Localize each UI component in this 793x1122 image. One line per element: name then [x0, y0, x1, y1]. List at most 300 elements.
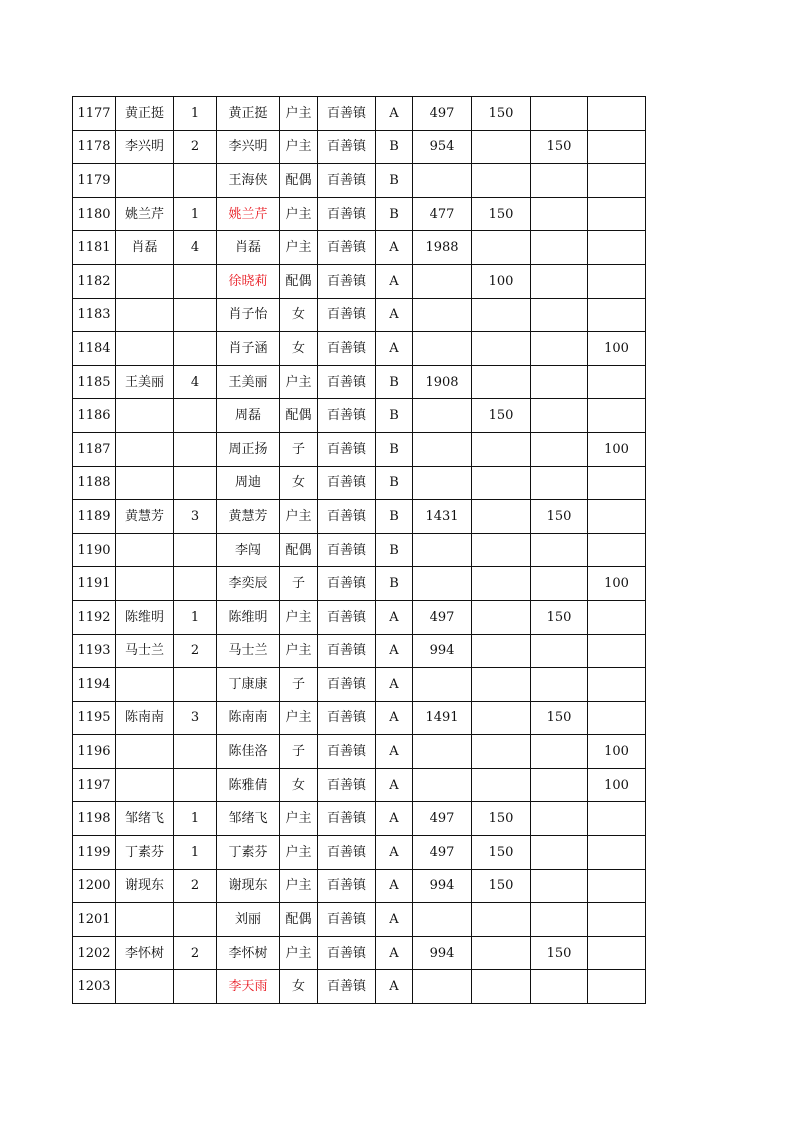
town-cell: 百善镇	[318, 432, 376, 466]
town-cell: 百善镇	[318, 735, 376, 769]
subsidy-col-1-cell	[472, 936, 531, 970]
relation-cell: 女	[280, 768, 318, 802]
member-name-cell: 邹绪飞	[217, 802, 280, 836]
household-size-cell: 1	[174, 97, 217, 131]
amount-cell	[413, 903, 472, 937]
subsidy-col-3-cell	[588, 970, 646, 1004]
row-number-cell: 1179	[73, 164, 116, 198]
household-head-cell: 陈南南	[116, 701, 174, 735]
relation-cell: 配偶	[280, 264, 318, 298]
table-row	[73, 936, 646, 970]
subsidy-col-1-cell	[472, 130, 531, 164]
town-cell: 百善镇	[318, 231, 376, 265]
row-number-cell: 1188	[73, 466, 116, 500]
category-cell: A	[376, 903, 413, 937]
subsidy-col-1-cell	[472, 164, 531, 198]
category-cell: A	[376, 802, 413, 836]
subsidy-col-2-cell: 150	[531, 600, 588, 634]
subsidy-col-3-cell	[588, 802, 646, 836]
household-size-cell	[174, 567, 217, 601]
table-row	[73, 197, 646, 231]
subsidy-col-1-cell	[472, 970, 531, 1004]
row-number-cell: 1195	[73, 701, 116, 735]
relation-cell: 户主	[280, 231, 318, 265]
town-cell: 百善镇	[318, 634, 376, 668]
category-cell: A	[376, 332, 413, 366]
category-cell: A	[376, 600, 413, 634]
amount-cell	[413, 432, 472, 466]
table-row	[73, 399, 646, 433]
member-name-cell: 黄正挺	[217, 97, 280, 131]
relation-cell: 女	[280, 466, 318, 500]
category-cell: A	[376, 298, 413, 332]
subsidy-col-3-cell	[588, 130, 646, 164]
subsidy-col-3-cell	[588, 836, 646, 870]
relation-cell: 户主	[280, 130, 318, 164]
town-cell: 百善镇	[318, 600, 376, 634]
town-cell: 百善镇	[318, 903, 376, 937]
subsidy-col-2-cell: 150	[531, 130, 588, 164]
member-name-cell: 李天雨	[217, 970, 280, 1004]
subsidy-col-2-cell	[531, 298, 588, 332]
subsidy-col-3-cell	[588, 365, 646, 399]
subsidy-col-3-cell	[588, 634, 646, 668]
category-cell: B	[376, 533, 413, 567]
amount-cell: 497	[413, 600, 472, 634]
town-cell: 百善镇	[318, 130, 376, 164]
category-cell: B	[376, 567, 413, 601]
subsidy-col-1-cell	[472, 600, 531, 634]
subsidy-col-3-cell	[588, 903, 646, 937]
town-cell: 百善镇	[318, 298, 376, 332]
member-name-cell: 王美丽	[217, 365, 280, 399]
table-row	[73, 903, 646, 937]
amount-cell: 477	[413, 197, 472, 231]
table-body	[73, 97, 646, 1004]
member-name-cell: 肖磊	[217, 231, 280, 265]
amount-cell	[413, 332, 472, 366]
subsidy-col-1-cell	[472, 668, 531, 702]
row-number-cell: 1203	[73, 970, 116, 1004]
table-row	[73, 164, 646, 198]
town-cell: 百善镇	[318, 869, 376, 903]
subsidy-col-3-cell: 100	[588, 735, 646, 769]
household-size-cell	[174, 903, 217, 937]
subsidy-col-2-cell: 150	[531, 936, 588, 970]
household-head-cell	[116, 903, 174, 937]
category-cell: A	[376, 668, 413, 702]
subsidy-col-3-cell: 100	[588, 768, 646, 802]
town-cell: 百善镇	[318, 936, 376, 970]
household-size-cell: 2	[174, 936, 217, 970]
member-name-cell: 陈佳洛	[217, 735, 280, 769]
row-number-cell: 1202	[73, 936, 116, 970]
town-cell: 百善镇	[318, 567, 376, 601]
row-number-cell: 1201	[73, 903, 116, 937]
household-head-cell	[116, 768, 174, 802]
subsidy-col-1-cell	[472, 634, 531, 668]
subsidy-col-2-cell	[531, 231, 588, 265]
subsidy-col-1-cell: 150	[472, 197, 531, 231]
member-name-cell: 周迪	[217, 466, 280, 500]
row-number-cell: 1200	[73, 869, 116, 903]
table-row	[73, 600, 646, 634]
category-cell: A	[376, 634, 413, 668]
row-number-cell: 1182	[73, 264, 116, 298]
subsidy-col-1-cell	[472, 701, 531, 735]
town-cell: 百善镇	[318, 500, 376, 534]
table-row	[73, 533, 646, 567]
table-row	[73, 264, 646, 298]
category-cell: A	[376, 869, 413, 903]
table-row	[73, 869, 646, 903]
subsidy-col-3-cell	[588, 298, 646, 332]
amount-cell	[413, 298, 472, 332]
town-cell: 百善镇	[318, 970, 376, 1004]
category-cell: A	[376, 264, 413, 298]
table-row	[73, 298, 646, 332]
member-name-cell: 王海侠	[217, 164, 280, 198]
amount-cell	[413, 735, 472, 769]
member-name-cell: 李闯	[217, 533, 280, 567]
row-number-cell: 1191	[73, 567, 116, 601]
amount-cell	[413, 466, 472, 500]
town-cell: 百善镇	[318, 802, 376, 836]
relation-cell: 配偶	[280, 903, 318, 937]
amount-cell: 1908	[413, 365, 472, 399]
member-name-cell: 刘丽	[217, 903, 280, 937]
table-row	[73, 332, 646, 366]
row-number-cell: 1198	[73, 802, 116, 836]
subsidy-col-1-cell	[472, 500, 531, 534]
household-size-cell	[174, 164, 217, 198]
table-row	[73, 668, 646, 702]
row-number-cell: 1193	[73, 634, 116, 668]
household-size-cell	[174, 668, 217, 702]
relation-cell: 户主	[280, 97, 318, 131]
relation-cell: 女	[280, 970, 318, 1004]
household-head-cell: 陈维明	[116, 600, 174, 634]
row-number-cell: 1194	[73, 668, 116, 702]
household-size-cell	[174, 298, 217, 332]
subsidy-col-1-cell: 150	[472, 802, 531, 836]
household-size-cell	[174, 768, 217, 802]
household-size-cell	[174, 264, 217, 298]
category-cell: A	[376, 701, 413, 735]
subsidy-col-3-cell	[588, 936, 646, 970]
relation-cell: 户主	[280, 701, 318, 735]
relation-cell: 户主	[280, 869, 318, 903]
household-head-cell: 姚兰芹	[116, 197, 174, 231]
subsidy-col-2-cell	[531, 365, 588, 399]
town-cell: 百善镇	[318, 264, 376, 298]
row-number-cell: 1178	[73, 130, 116, 164]
table-row	[73, 432, 646, 466]
category-cell: A	[376, 768, 413, 802]
household-head-cell: 邹绪飞	[116, 802, 174, 836]
town-cell: 百善镇	[318, 399, 376, 433]
household-size-cell	[174, 332, 217, 366]
subsidy-col-3-cell	[588, 399, 646, 433]
category-cell: B	[376, 399, 413, 433]
household-head-cell: 王美丽	[116, 365, 174, 399]
subsidy-col-2-cell	[531, 634, 588, 668]
subsidy-col-2-cell	[531, 567, 588, 601]
table-row	[73, 567, 646, 601]
amount-cell	[413, 567, 472, 601]
subsidy-table	[72, 96, 646, 1004]
subsidy-col-1-cell: 150	[472, 97, 531, 131]
relation-cell: 配偶	[280, 399, 318, 433]
amount-cell: 497	[413, 836, 472, 870]
relation-cell: 女	[280, 332, 318, 366]
household-size-cell	[174, 533, 217, 567]
subsidy-col-1-cell	[472, 735, 531, 769]
household-head-cell	[116, 298, 174, 332]
row-number-cell: 1189	[73, 500, 116, 534]
category-cell: B	[376, 432, 413, 466]
household-head-cell	[116, 970, 174, 1004]
member-name-cell: 谢现东	[217, 869, 280, 903]
subsidy-col-3-cell	[588, 668, 646, 702]
subsidy-col-3-cell: 100	[588, 432, 646, 466]
subsidy-col-1-cell	[472, 567, 531, 601]
table-row	[73, 836, 646, 870]
category-cell: B	[376, 365, 413, 399]
subsidy-col-2-cell	[531, 533, 588, 567]
amount-cell	[413, 533, 472, 567]
member-name-cell: 陈维明	[217, 600, 280, 634]
subsidy-col-3-cell	[588, 264, 646, 298]
subsidy-col-1-cell: 100	[472, 264, 531, 298]
household-head-cell	[116, 164, 174, 198]
category-cell: A	[376, 936, 413, 970]
household-size-cell: 2	[174, 130, 217, 164]
subsidy-col-1-cell	[472, 903, 531, 937]
household-size-cell: 3	[174, 500, 217, 534]
subsidy-col-2-cell	[531, 432, 588, 466]
row-number-cell: 1181	[73, 231, 116, 265]
town-cell: 百善镇	[318, 466, 376, 500]
subsidy-col-2-cell	[531, 869, 588, 903]
household-head-cell: 肖磊	[116, 231, 174, 265]
table-row	[73, 365, 646, 399]
household-size-cell: 2	[174, 634, 217, 668]
amount-cell	[413, 768, 472, 802]
town-cell: 百善镇	[318, 533, 376, 567]
subsidy-col-2-cell: 150	[531, 701, 588, 735]
amount-cell	[413, 970, 472, 1004]
table-row	[73, 768, 646, 802]
town-cell: 百善镇	[318, 701, 376, 735]
subsidy-col-3-cell: 100	[588, 332, 646, 366]
subsidy-col-2-cell	[531, 197, 588, 231]
subsidy-col-3-cell	[588, 500, 646, 534]
category-cell: A	[376, 836, 413, 870]
town-cell: 百善镇	[318, 668, 376, 702]
subsidy-col-3-cell	[588, 466, 646, 500]
relation-cell: 户主	[280, 936, 318, 970]
amount-cell: 954	[413, 130, 472, 164]
town-cell: 百善镇	[318, 768, 376, 802]
subsidy-col-1-cell: 150	[472, 869, 531, 903]
member-name-cell: 周磊	[217, 399, 280, 433]
household-size-cell: 4	[174, 365, 217, 399]
relation-cell: 户主	[280, 802, 318, 836]
subsidy-col-3-cell: 100	[588, 567, 646, 601]
member-name-cell: 肖子怡	[217, 298, 280, 332]
household-head-cell	[116, 668, 174, 702]
amount-cell: 994	[413, 869, 472, 903]
member-name-cell: 马士兰	[217, 634, 280, 668]
town-cell: 百善镇	[318, 164, 376, 198]
household-size-cell: 1	[174, 802, 217, 836]
row-number-cell: 1186	[73, 399, 116, 433]
category-cell: A	[376, 97, 413, 131]
subsidy-col-2-cell: 150	[531, 500, 588, 534]
household-head-cell: 丁素芬	[116, 836, 174, 870]
subsidy-col-2-cell	[531, 836, 588, 870]
row-number-cell: 1185	[73, 365, 116, 399]
amount-cell: 1988	[413, 231, 472, 265]
subsidy-col-2-cell	[531, 768, 588, 802]
relation-cell: 子	[280, 432, 318, 466]
member-name-cell: 李兴明	[217, 130, 280, 164]
household-head-cell	[116, 399, 174, 433]
subsidy-col-1-cell	[472, 298, 531, 332]
amount-cell	[413, 164, 472, 198]
town-cell: 百善镇	[318, 332, 376, 366]
table-row	[73, 802, 646, 836]
household-head-cell: 黄正挺	[116, 97, 174, 131]
category-cell: A	[376, 735, 413, 769]
member-name-cell: 李怀树	[217, 936, 280, 970]
amount-cell: 994	[413, 936, 472, 970]
subsidy-col-1-cell	[472, 432, 531, 466]
subsidy-col-2-cell	[531, 264, 588, 298]
subsidy-col-2-cell	[531, 332, 588, 366]
category-cell: A	[376, 231, 413, 265]
household-head-cell: 黄慧芳	[116, 500, 174, 534]
category-cell: B	[376, 500, 413, 534]
row-number-cell: 1183	[73, 298, 116, 332]
row-number-cell: 1180	[73, 197, 116, 231]
household-size-cell: 1	[174, 197, 217, 231]
relation-cell: 户主	[280, 365, 318, 399]
town-cell: 百善镇	[318, 97, 376, 131]
household-head-cell	[116, 432, 174, 466]
subsidy-col-3-cell	[588, 701, 646, 735]
subsidy-col-1-cell	[472, 533, 531, 567]
subsidy-col-3-cell	[588, 600, 646, 634]
table-row	[73, 97, 646, 131]
member-name-cell: 黄慧芳	[217, 500, 280, 534]
row-number-cell: 1192	[73, 600, 116, 634]
table-row	[73, 970, 646, 1004]
subsidy-col-3-cell	[588, 869, 646, 903]
subsidy-col-3-cell	[588, 97, 646, 131]
relation-cell: 户主	[280, 500, 318, 534]
subsidy-col-2-cell	[531, 668, 588, 702]
town-cell: 百善镇	[318, 836, 376, 870]
table-row	[73, 701, 646, 735]
household-size-cell: 1	[174, 836, 217, 870]
relation-cell: 子	[280, 668, 318, 702]
subsidy-col-1-cell	[472, 365, 531, 399]
category-cell: B	[376, 164, 413, 198]
table-row	[73, 634, 646, 668]
member-name-cell: 陈雅倩	[217, 768, 280, 802]
household-size-cell	[174, 432, 217, 466]
member-name-cell: 姚兰芹	[217, 197, 280, 231]
member-name-cell: 陈南南	[217, 701, 280, 735]
subsidy-col-1-cell: 150	[472, 836, 531, 870]
household-size-cell	[174, 970, 217, 1004]
table-row	[73, 130, 646, 164]
amount-cell: 497	[413, 97, 472, 131]
subsidy-col-3-cell	[588, 197, 646, 231]
subsidy-col-1-cell: 150	[472, 399, 531, 433]
household-head-cell: 李兴明	[116, 130, 174, 164]
relation-cell: 户主	[280, 600, 318, 634]
household-size-cell	[174, 735, 217, 769]
row-number-cell: 1196	[73, 735, 116, 769]
subsidy-col-2-cell	[531, 903, 588, 937]
table-row	[73, 735, 646, 769]
category-cell: B	[376, 130, 413, 164]
table-row	[73, 466, 646, 500]
household-size-cell	[174, 399, 217, 433]
household-size-cell: 4	[174, 231, 217, 265]
household-size-cell: 1	[174, 600, 217, 634]
table-row	[73, 500, 646, 534]
household-head-cell	[116, 264, 174, 298]
subsidy-col-2-cell	[531, 735, 588, 769]
table-row	[73, 231, 646, 265]
member-name-cell: 周正扬	[217, 432, 280, 466]
member-name-cell: 丁康康	[217, 668, 280, 702]
subsidy-col-2-cell	[531, 164, 588, 198]
member-name-cell: 徐晓莉	[217, 264, 280, 298]
subsidy-col-2-cell	[531, 802, 588, 836]
subsidy-col-1-cell	[472, 332, 531, 366]
member-name-cell: 肖子涵	[217, 332, 280, 366]
subsidy-col-3-cell	[588, 164, 646, 198]
subsidy-col-1-cell	[472, 466, 531, 500]
relation-cell: 配偶	[280, 164, 318, 198]
amount-cell	[413, 399, 472, 433]
household-size-cell: 3	[174, 701, 217, 735]
relation-cell: 子	[280, 735, 318, 769]
relation-cell: 女	[280, 298, 318, 332]
subsidy-col-1-cell	[472, 768, 531, 802]
row-number-cell: 1187	[73, 432, 116, 466]
amount-cell: 1431	[413, 500, 472, 534]
household-head-cell: 马士兰	[116, 634, 174, 668]
household-head-cell: 谢现东	[116, 869, 174, 903]
category-cell: B	[376, 197, 413, 231]
row-number-cell: 1190	[73, 533, 116, 567]
category-cell: A	[376, 970, 413, 1004]
subsidy-col-2-cell	[531, 970, 588, 1004]
subsidy-col-1-cell	[472, 231, 531, 265]
household-head-cell	[116, 466, 174, 500]
row-number-cell: 1177	[73, 97, 116, 131]
subsidy-col-3-cell	[588, 533, 646, 567]
amount-cell	[413, 668, 472, 702]
relation-cell: 户主	[280, 634, 318, 668]
town-cell: 百善镇	[318, 365, 376, 399]
